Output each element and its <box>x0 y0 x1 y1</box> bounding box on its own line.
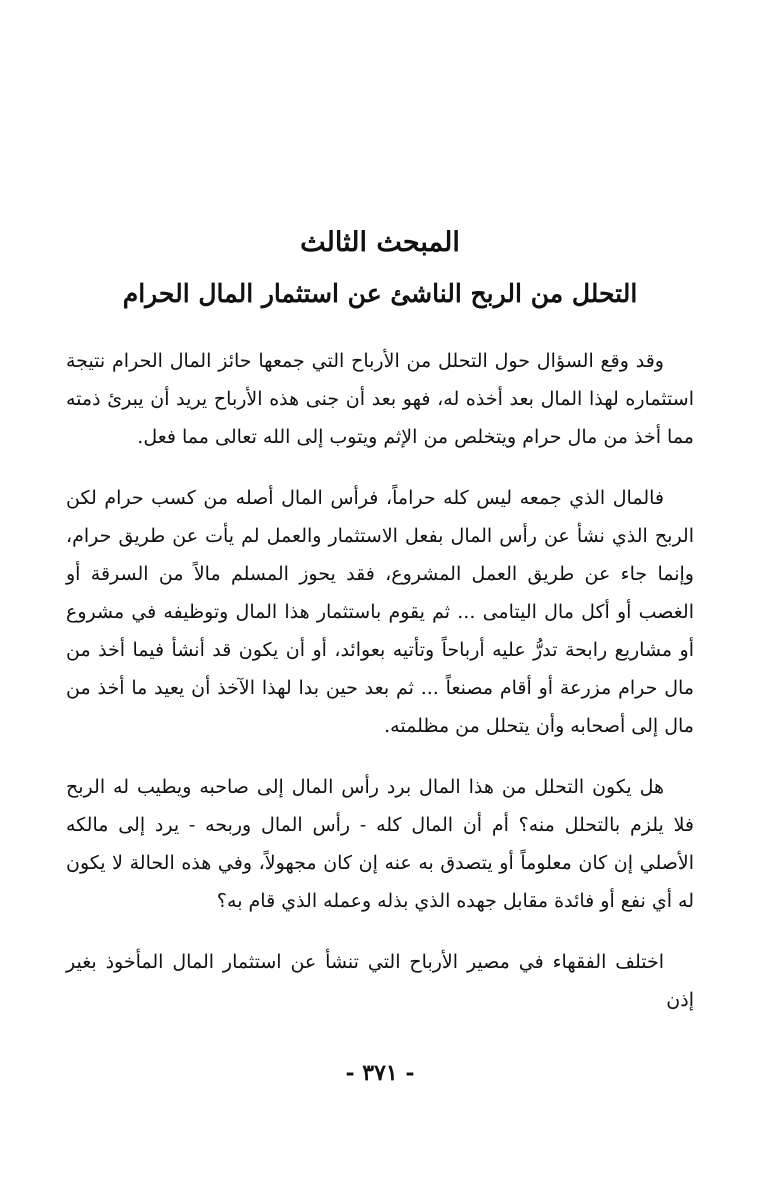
body-text <box>66 342 694 1042</box>
paragraph: فالمال الذي جمعه ليس كله حراماً، فرأس المال أصله من كسب حرام لكن الربح الذي نشأ عن رأس المال بفعل الاستثمار والعمل لم يأت عن طريق حرام، وإنما جاء عن طريق العمل المشروع، فقد يحوز المسلم مالاً من السرقة أو الغصب أو أكل مال اليتامى ... ثم يقوم باستثمار هذا المال وتوظيفه في مشروع أو مشاريع رابحة تدرُّ عليه أرباحاً وتأتيه بعوائد، أو أن يكون قد أنشأ فيما أخذ من مال حرام مزرعة أو أقام مصنعاً ... ثم بعد حين بدا لهذا الآخذ أن يعيد ما أخذ من مال إلى أصحابه وأن يتحلل من مظلمته. <box>66 487 694 737</box>
paragraph: هل يكون التحلل من هذا المال برد رأس المال إلى صاحبه ويطيب له الربح فلا يلزم بالتحلل منه؟ أم أن المال كله - رأس المال وربحه - يرد إلى مالكه الأصلي إن كان معلوماً أو يتصدق به عنه إن كان مجهولاً، وفي هذه الحالة لا يكون له أي نفع أو فائدة مقابل جهده الذي بذله وعمله الذي قام به؟ <box>66 776 694 912</box>
section-title: المبحث الثالث <box>300 227 460 258</box>
section-subtitle: التحلل من الربح الناشئ عن استثمار المال الحرام <box>122 279 638 308</box>
page-number: - ٣٧١ - <box>345 1060 415 1086</box>
paragraph: وقد وقع السؤال حول التحلل من الأرباح التي جمعها حائز المال الحرام نتيجة استثماره لهذا المال بعد أخذه له، فهو بعد أن جنى هذه الأرباح يريد أن يبرئ ذمته مما أخذ من مال حرام ويتخلص من الإثم ويتوب إلى الله تعالى مما فعل. <box>66 350 694 448</box>
paragraph: اختلف الفقهاء في مصير الأرباح التي تنشأ عن استثمار المال المأخوذ بغير إذن <box>66 951 694 1011</box>
